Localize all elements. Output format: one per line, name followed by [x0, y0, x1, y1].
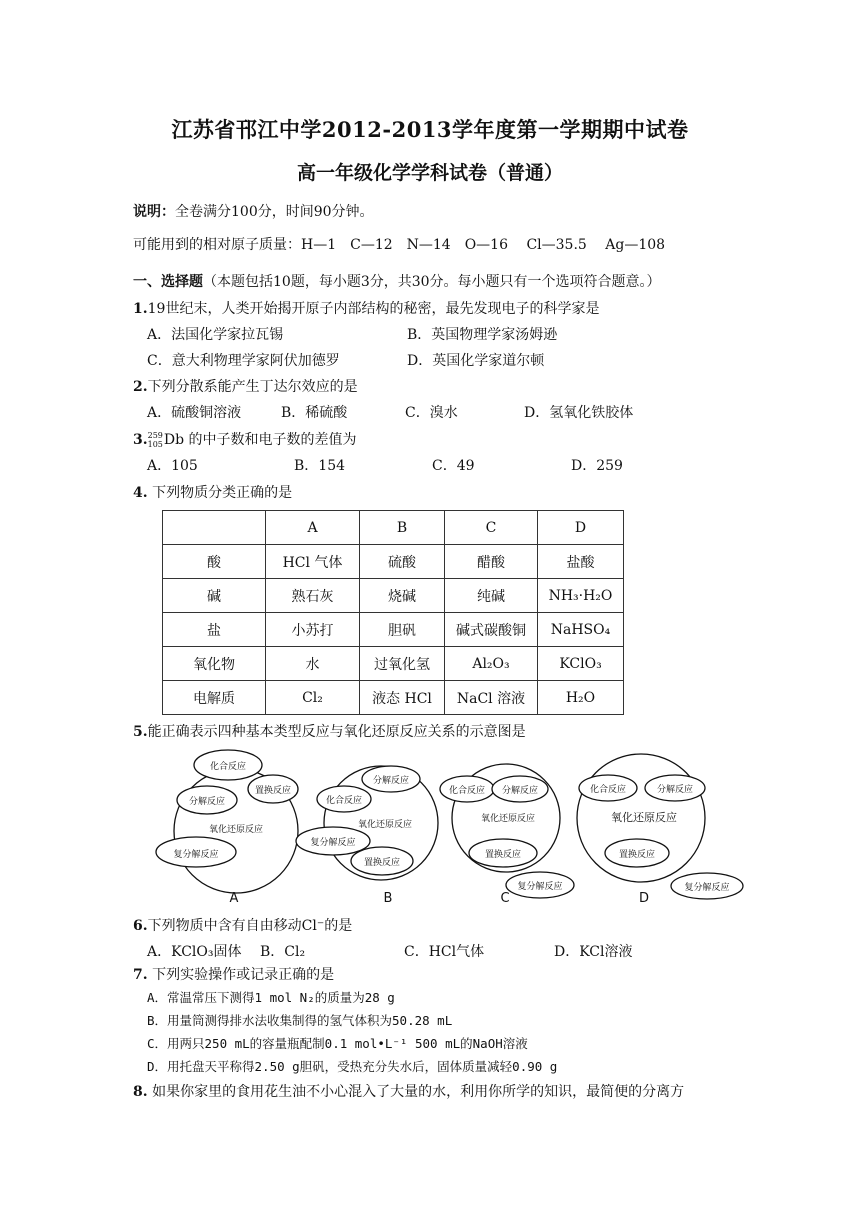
reaction-relationship-diagrams	[0, 740, 860, 910]
diagram-a-decomposition-label: 分解反应	[188, 797, 226, 807]
table-cell: 硫酸	[360, 545, 445, 579]
q2-option-b: B．稀硫酸	[281, 405, 348, 421]
diagram-d-double-decomposition-label: 复分解反应	[684, 883, 730, 893]
table-header-cell: B	[360, 511, 445, 545]
question-5-stem	[133, 722, 526, 742]
section-label: 一、选择题	[133, 274, 203, 290]
table-cell: Cl₂	[266, 681, 360, 715]
diagram-c-letter: C	[500, 891, 510, 906]
table-header-cell: C	[445, 511, 538, 545]
table-cell: 液态 HCl	[360, 681, 445, 715]
diagram-c-double-decomposition-label: 复分解反应	[517, 882, 563, 892]
question-1-text: 19世纪末，人类开始揭开原子内部结构的秘密，最先发现电子的科学家是	[147, 301, 600, 317]
diagram-d-combination-label: 化合反应	[589, 785, 627, 795]
question-3-stem	[133, 430, 357, 450]
question-4-text: 下列物质分类正确的是	[152, 485, 293, 501]
q3-option-c: C．49	[432, 458, 475, 474]
table-row	[163, 613, 624, 647]
exam-title: 江苏省邗江中学2012-2013学年度第一学期期中试卷	[171, 117, 689, 142]
diagram-d-decomposition-label: 分解反应	[656, 785, 694, 795]
q7-option-b: B．用量筒测得排水法收集制得的氢气体积为50.28 mL	[147, 1013, 453, 1028]
q7-option-a: A．常温常压下测得1 mol N₂的质量为28 g	[147, 990, 395, 1005]
diagram-b-double-decomposition-label: 复分解反应	[310, 838, 356, 848]
question-1-stem	[133, 299, 599, 319]
question-7-number: 7.	[133, 967, 148, 983]
question-6-text: 下列物质中含有自由移动Cl⁻的是	[147, 918, 353, 934]
diagram-d-redox-label: 氧化还原反应	[611, 811, 677, 824]
table-cell: 小苏打	[266, 613, 360, 647]
diagram-b-combination-label: 化合反应	[325, 796, 363, 806]
table-cell: Al₂O₃	[445, 647, 538, 681]
table-header-cell	[163, 511, 266, 545]
diagram-c-combination-label: 化合反应	[448, 786, 486, 796]
question-5-number: 5.	[133, 724, 148, 740]
diagram-a-displacement-label: 置换反应	[254, 786, 292, 796]
table-cell: 过氧化氢	[360, 647, 445, 681]
diagram-a-combination-label: 化合反应	[209, 762, 247, 772]
note-label: 说明：	[133, 204, 175, 220]
question-6-number: 6.	[133, 918, 148, 934]
diagram-c-redox-label: 氧化还原反应	[480, 814, 536, 824]
diagram-d-letter: D	[638, 891, 650, 906]
exam-subtitle: 高一年级化学学科试卷（普通）	[296, 162, 563, 184]
table-cell: 氧化物	[163, 647, 266, 681]
section-heading	[133, 272, 661, 292]
table-cell: 胆矾	[360, 613, 445, 647]
diagram-c-displacement-label: 置换反应	[484, 850, 522, 860]
diagram-b-letter: B	[383, 891, 393, 906]
question-2-stem	[133, 377, 358, 397]
diagram-b-decomposition-label: 分解反应	[372, 776, 410, 786]
table-cell: NH₃·H₂O	[538, 579, 624, 613]
nuclide-numbers	[148, 431, 163, 449]
q1-option-a: A．法国化学家拉瓦锡	[147, 327, 284, 343]
q6-option-b: B．Cl₂	[260, 944, 306, 960]
question-2-number: 2.	[133, 379, 148, 395]
table-cell: 水	[266, 647, 360, 681]
diagram-a-redox-label: 氧化还原反应	[208, 825, 264, 835]
q2-option-a: A．硫酸铜溶液	[147, 405, 242, 421]
table-header-row	[163, 511, 624, 545]
question-8-number: 8.	[133, 1084, 148, 1100]
question-6-stem	[133, 916, 352, 936]
question-4-stem	[133, 483, 292, 503]
q2-option-d: D．氢氧化铁胶体	[524, 405, 634, 421]
question-5-text: 能正确表示四种基本类型反应与氧化还原反应关系的示意图是	[147, 724, 526, 740]
section-text: （本题包括10题，每小题3分，共30分。每小题只有一个选项符合题意。）	[203, 274, 661, 290]
table-cell: 烧碱	[360, 579, 445, 613]
question-2-text: 下列分散系能产生丁达尔效应的是	[147, 379, 358, 395]
table-cell: KClO₃	[538, 647, 624, 681]
table-row	[163, 647, 624, 681]
table-cell: 碱	[163, 579, 266, 613]
table-header-cell: D	[538, 511, 624, 545]
question-7-text: 下列实验操作或记录正确的是	[152, 967, 335, 983]
diagram-d-displacement-label: 置换反应	[618, 850, 656, 860]
table-cell: H₂O	[538, 681, 624, 715]
table-cell: 熟石灰	[266, 579, 360, 613]
note-text: 全卷满分100分，时间90分钟。	[175, 204, 374, 220]
question-8-stem	[133, 1082, 684, 1102]
question-1-number: 1.	[133, 301, 148, 317]
q3-option-a: A．105	[147, 458, 198, 474]
atomic-masses-line: 可能用到的相对原子质量：H—1 C—12 N—14 O—16 Cl—35.5 Ag—108	[133, 237, 666, 253]
q1-option-d: D．英国化学家道尔顿	[407, 353, 545, 369]
table-cell: 酸	[163, 545, 266, 579]
question-7-stem	[133, 965, 334, 985]
q6-option-d: D．KCl溶液	[554, 944, 633, 960]
nuclide-symbol: Db	[163, 432, 185, 448]
diagram-c-decomposition-label: 分解反应	[501, 786, 539, 796]
table-cell: 纯碱	[445, 579, 538, 613]
table-cell: HCl 气体	[266, 545, 360, 579]
question-4-number: 4.	[133, 485, 148, 501]
q6-option-c: C．HCl气体	[404, 944, 485, 960]
table-cell: 盐	[163, 613, 266, 647]
q1-option-b: B．英国物理学家汤姆逊	[407, 327, 558, 343]
exam-note	[133, 202, 374, 222]
table-row	[163, 579, 624, 613]
nuclide-mass-number: 259	[147, 431, 163, 440]
q6-option-a: A．KClO₃固体	[147, 944, 242, 960]
classification-table	[162, 510, 624, 715]
nuclide-atomic-number: 105	[147, 440, 163, 449]
table-header-cell: A	[266, 511, 360, 545]
q3-option-b: B．154	[294, 458, 346, 474]
diagram-b-redox-label: 氧化还原反应	[357, 820, 413, 830]
question-8-text: 如果你家里的食用花生油不小心混入了大量的水，利用你所学的知识，最简便的分离方	[152, 1084, 685, 1100]
table-row	[163, 681, 624, 715]
q1-option-c: C．意大利物理学家阿伏加德罗	[147, 353, 340, 369]
table-cell: 碱式碳酸铜	[445, 613, 538, 647]
diagram-a-double-decomposition-label: 复分解反应	[173, 850, 219, 860]
question-3-text: 的中子数和电子数的差值为	[188, 432, 357, 448]
table-row	[163, 545, 624, 579]
diagram-a-letter: A	[229, 891, 239, 906]
table-cell: NaCl 溶液	[445, 681, 538, 715]
table-cell: 盐酸	[538, 545, 624, 579]
q2-option-c: C．溴水	[405, 405, 458, 421]
table-cell: 醋酸	[445, 545, 538, 579]
table-cell: 电解质	[163, 681, 266, 715]
q7-option-c: C．用两只250 mL的容量瓶配制0.1 mol•L⁻¹ 500 mL的NaOH溶液	[147, 1036, 528, 1051]
question-3-number: 3.	[133, 432, 148, 448]
diagram-b-displacement-label: 置换反应	[363, 858, 401, 868]
table-cell: NaHSO₄	[538, 613, 624, 647]
q7-option-d: D．用托盘天平称得2.50 g胆矾，受热充分失水后，固体质量减轻0.90 g	[147, 1059, 558, 1074]
q3-option-d: D．259	[571, 458, 623, 474]
